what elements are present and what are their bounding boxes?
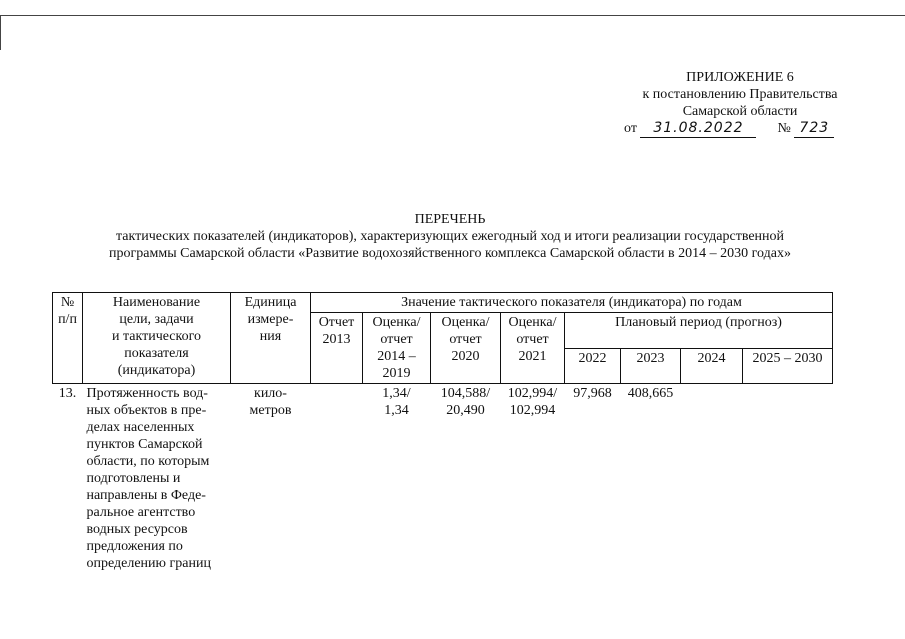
row-value-2022: 97,968 (573, 386, 612, 401)
document-title: ПЕРЕЧЕНЬ (414, 212, 486, 227)
header-estimate-2014-2019: Оценка/ отчет 2014 – 2019 (363, 313, 431, 384)
header-estimate-2020: Оценка/ отчет 2020 (431, 313, 501, 384)
row-value-2013 (311, 384, 363, 574)
header-year-2023: 2023 (621, 348, 681, 384)
appendix-line-2: Самарской области (682, 104, 798, 119)
row-value-2021: 102,994/ 102,994 (507, 386, 558, 418)
appendix-block (600, 69, 880, 138)
row-unit: кило- метров (249, 386, 292, 418)
header-year-2024: 2024 (681, 348, 743, 384)
table-row (53, 384, 833, 574)
row-value-2025-2030 (743, 384, 833, 574)
appendix-line-1: к постановлению Правительства (642, 87, 838, 102)
scan-border-left (0, 15, 1, 50)
header-name: Наименование цели, задачи и тактического показателя (индикатора) (83, 293, 231, 384)
number-value: 723 (794, 120, 834, 138)
document-heading (70, 211, 830, 262)
header-values-group: Значение тактического показателя (индикатора) по годам (311, 293, 833, 313)
header-plan-period: Плановый период (прогноз) (565, 313, 833, 349)
row-indicator-name: Протяженность вод- ных объектов в пре- делах населенных пунктов Самарской области, по которым подготовлены и направлены в Феде- ральное агентство водных ресурсов предложения по определению границ (86, 386, 211, 571)
header-year-2022: 2022 (565, 348, 621, 384)
appendix-title: ПРИЛОЖЕНИЕ 6 (686, 70, 794, 85)
document-subtitle-line-1: тактических показателей (индикаторов), характеризующих ежегодный ход и итоги реализации государственной (115, 229, 785, 244)
header-estimate-2021: Оценка/ отчет 2021 (501, 313, 565, 384)
row-num: 13. (58, 386, 77, 401)
scan-border-top (0, 15, 905, 16)
row-value-2014-2019: 1,34/ 1,34 (382, 386, 411, 418)
header-year-2025-2030: 2025 – 2030 (743, 348, 833, 384)
appendix-date-row (600, 120, 880, 138)
row-value-2020: 104,588/ 20,490 (440, 386, 491, 418)
header-num: № п/п (53, 293, 83, 384)
document-subtitle-line-2: программы Самарской области «Развитие водохозяйственного комплекса Самарской области в 2014 – 2030 годах» (109, 246, 791, 261)
header-unit: Единица измере- ния (231, 293, 311, 384)
header-report-2013: Отчет 2013 (311, 313, 363, 384)
indicators-table (52, 292, 833, 573)
date-prefix: от (624, 121, 637, 136)
row-value-2024 (681, 384, 743, 574)
row-value-2023: 408,665 (627, 386, 674, 401)
number-prefix: № (777, 121, 791, 136)
date-value: 31.08.2022 (640, 120, 756, 138)
